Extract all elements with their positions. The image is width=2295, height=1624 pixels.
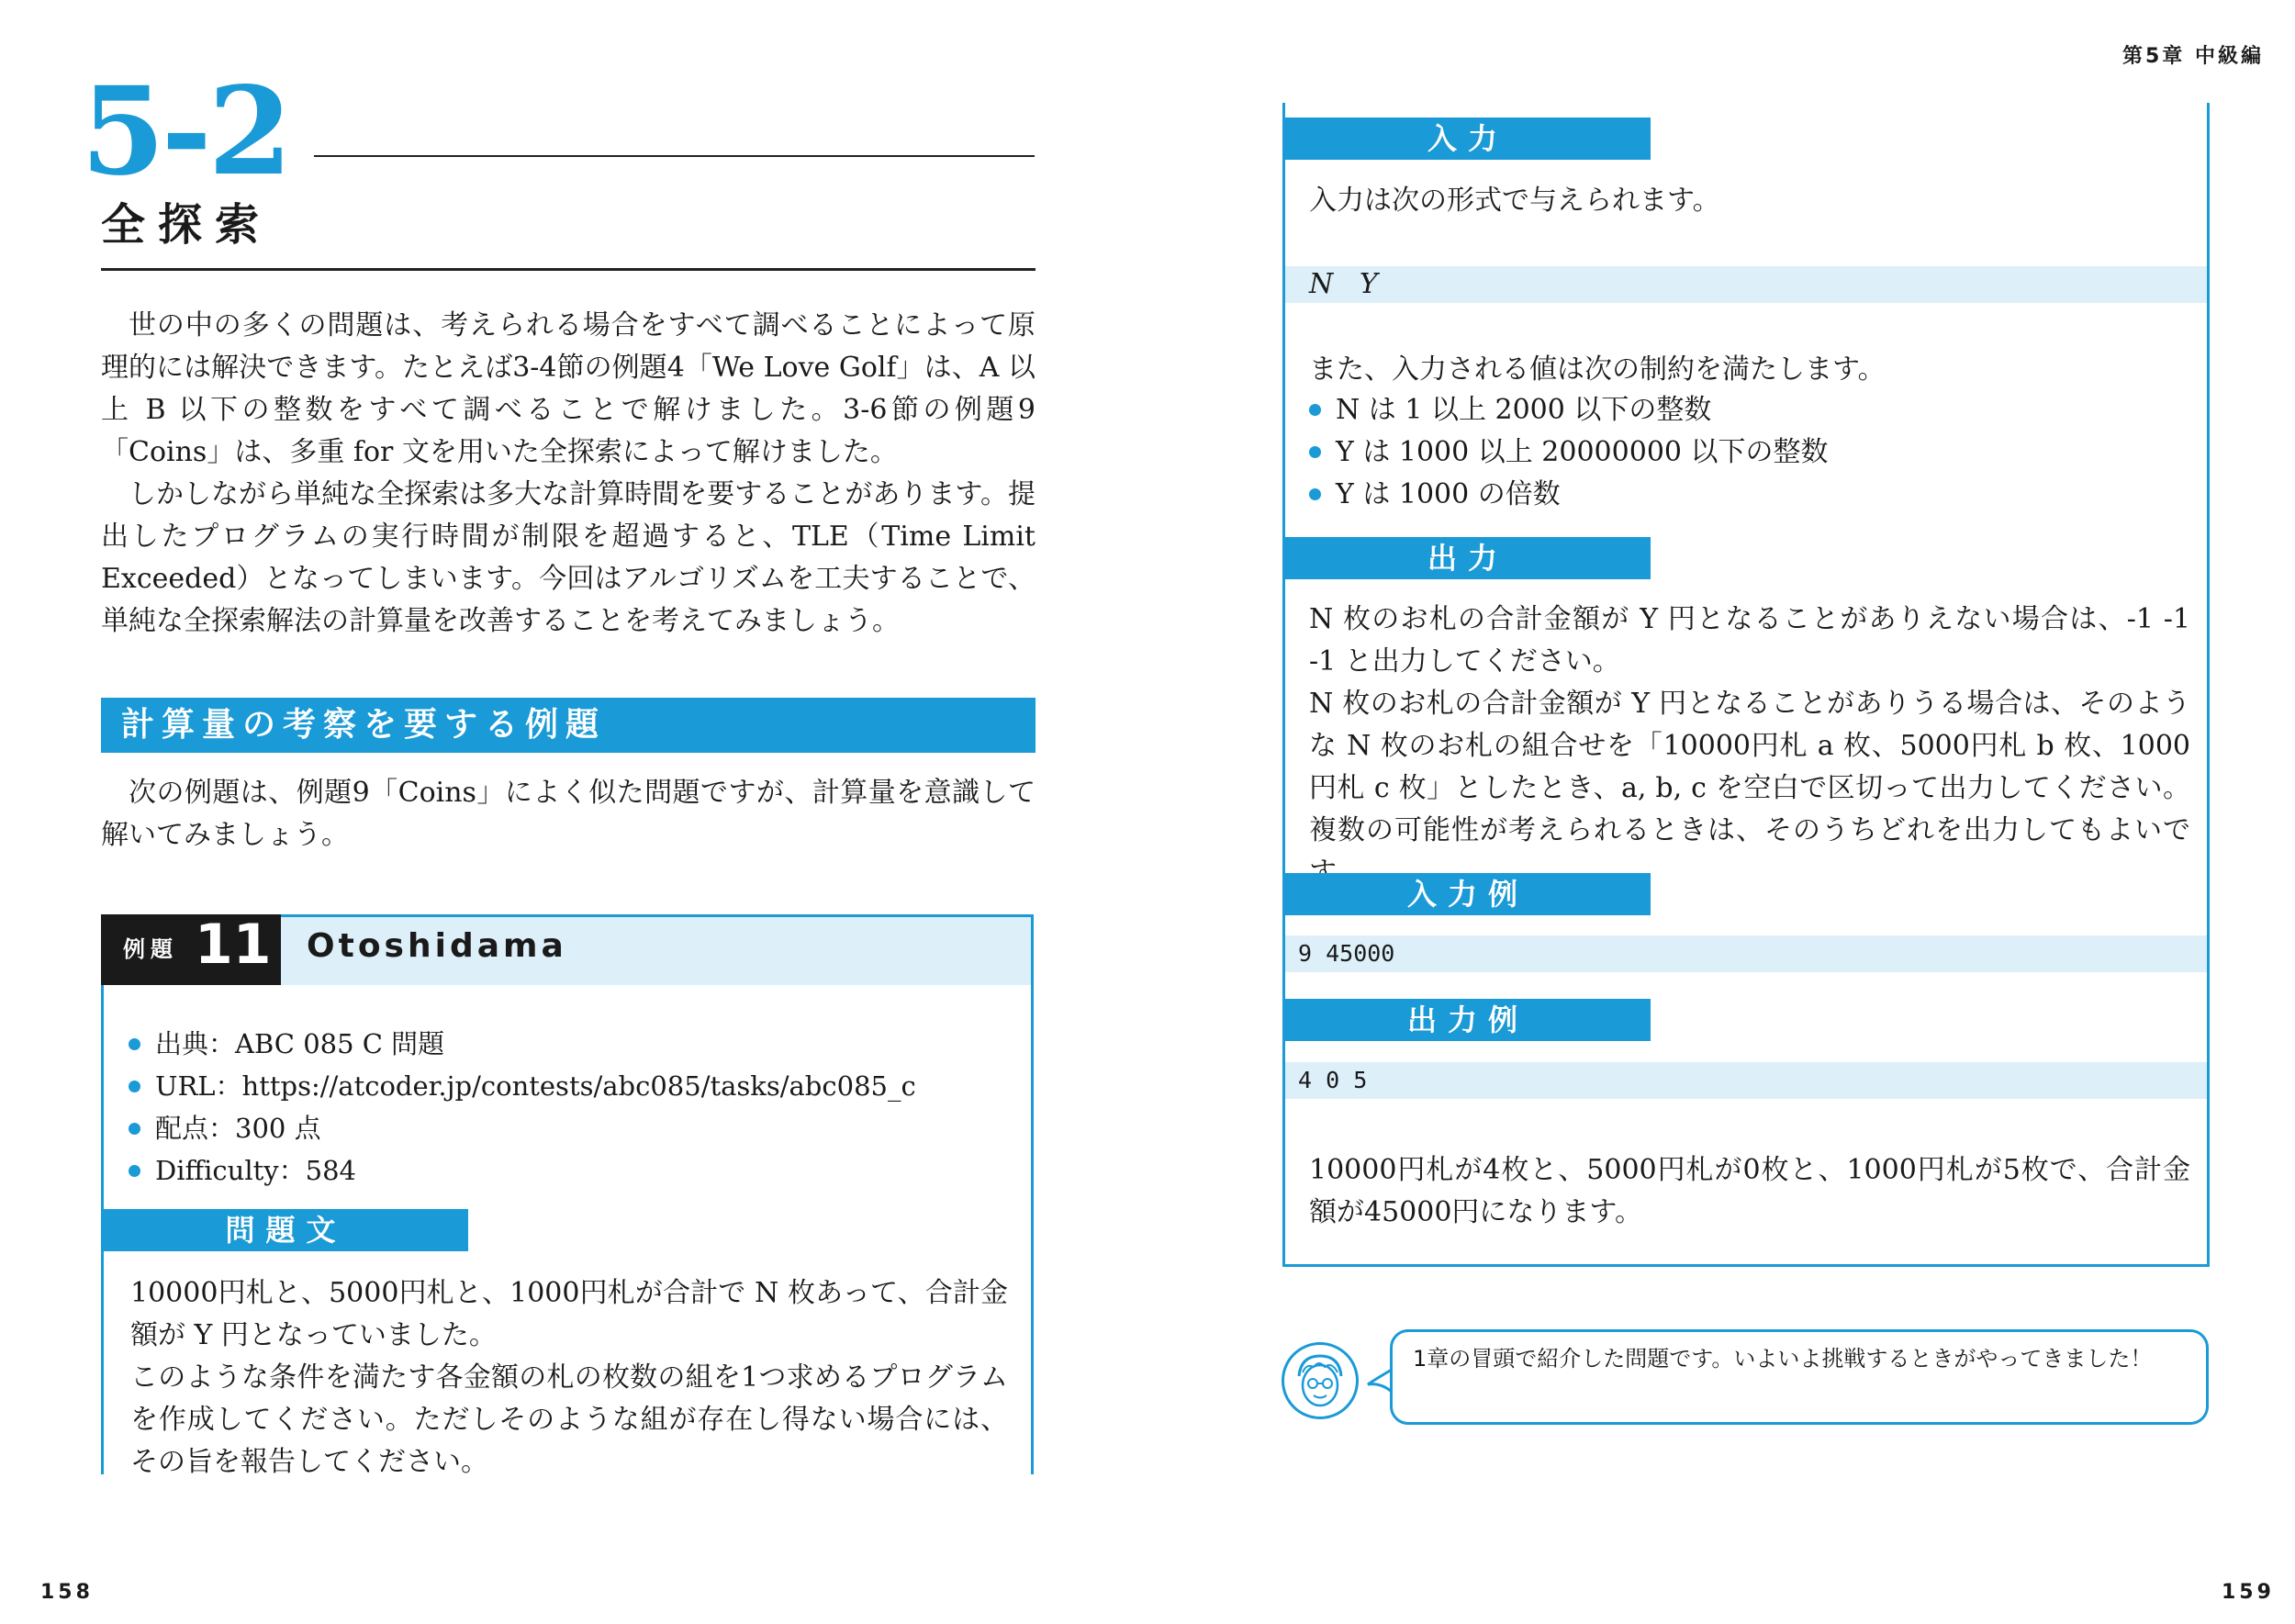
sample-output-block: [1285, 1062, 2207, 1099]
input-format-block: [1285, 266, 2207, 303]
list-item: 出典：ABC 085 C 問題: [129, 1023, 916, 1065]
example-name: Otoshidama: [307, 927, 567, 965]
bullet-icon: [129, 1081, 140, 1092]
bullet-icon: [129, 1165, 140, 1177]
section-divider: [101, 268, 1036, 271]
intro-text: [101, 305, 1036, 643]
problem-url-link[interactable]: URL：https://atcoder.jp/contests/abc085/tasks/abc085_c: [155, 1070, 916, 1102]
author-avatar: [1282, 1342, 1359, 1419]
example-badge: [101, 914, 281, 985]
chapter-label: 第5章 中級編: [2122, 45, 2264, 68]
sample-output-tab: 出力例: [1285, 999, 1651, 1041]
section-rule: [314, 155, 1035, 157]
section-title: 全探索: [101, 199, 273, 251]
statement-paragraph: 10000円札と、5000円札と、1000円札が合計で N 枚あって、合計金額が Y 円となっていました。: [130, 1277, 1008, 1351]
subsection-paragraph: 次の例題は、例題9「Coins」によく似た問題ですが、計算量を意識して解いてみましょう。: [101, 777, 1036, 851]
section-number: 5-2: [81, 61, 289, 203]
bullet-icon: [1309, 404, 1321, 416]
example-meta-list: [129, 1023, 916, 1192]
list-item: Difficulty：584: [129, 1149, 916, 1192]
page-number-right: 159: [2222, 1581, 2275, 1604]
input-format: N Y: [1309, 268, 1378, 300]
input-intro: 入力は次の形式で与えられます。: [1309, 185, 1720, 217]
statement-text: [130, 1272, 1008, 1484]
input-tab: 入力: [1285, 118, 1651, 160]
output-text: [1309, 599, 2190, 894]
example-number: 11: [195, 913, 272, 977]
example-label: 例題: [123, 936, 178, 962]
output-paragraph: N 枚のお札の合計金額が Y 円となることがありうる場合は、そのような N 枚のお札の組合せを「10000円札 a 枚、5000円札 b 枚、1000円札 c 枚」としたとき、a, b, c を空白で区切って出力してください。複数の可能性が考えられるときは、そのうちどれを出力してもよいで: [1309, 688, 2190, 846]
sample-output: 4 0 5: [1298, 1067, 1368, 1093]
bullet-icon: [129, 1038, 140, 1050]
sample-input-tab: 入力例: [1285, 873, 1651, 915]
statement-paragraph: このような条件を満たす各金額の札の枚数の組を1つ求めるプログラムを作成してください。ただしそのような組が存在し得ない場合には、その旨を報告してください。: [130, 1361, 1008, 1478]
page-number-left: 158: [40, 1581, 94, 1604]
output-paragraph: N 枚のお札の合計金額が Y 円となることがありえない場合は、-1 -1 -1 と出力してください。: [1309, 603, 2190, 678]
constraints-list: [1309, 389, 1829, 516]
constraints-intro: また、入力される値は次の制約を満たします。: [1309, 353, 1886, 386]
list-item: N は 1 以上 2000 以下の整数: [1309, 389, 1829, 431]
list-item: Y は 1000 の倍数: [1309, 474, 1829, 516]
comment-bubble: [1390, 1329, 2209, 1425]
comment-text: 1章の冒頭で紹介した問題です。いよいよ挑戦するときがやってきました！: [1413, 1346, 2153, 1372]
bullet-icon: [1309, 446, 1321, 458]
bullet-icon: [129, 1123, 140, 1135]
sample-input-block: [1285, 935, 2207, 972]
list-item: 配点：300 点: [129, 1107, 916, 1149]
subsection-heading: 計算量の考察を要する例題: [101, 698, 1036, 753]
sample-input: 9 45000: [1298, 940, 1395, 967]
list-item: Y は 1000 以上 20000000 以下の整数: [1309, 431, 1829, 474]
sample-explanation: 10000円札が4枚と、5000円札が0枚と、1000円札が5枚で、合計金額が45000円になります。: [1309, 1154, 2190, 1228]
intro-paragraph: 世の中の多くの問題は、考えられる場合をすべて調べることによって原理的には解決できます。たとえば3-4節の例題4「We Love Golf」は、A 以上 B 以下の整数をすべて調べることで解けました。3-6節の例題9「Coins」は、多重 for 文を用いた全探索によって解けました。: [101, 309, 1036, 468]
output-tab: 出力: [1285, 537, 1651, 579]
list-item[interactable]: [129, 1065, 916, 1107]
subsection-text: [101, 772, 1036, 857]
statement-tab: 問題文: [104, 1209, 468, 1251]
intro-paragraph: しかしながら単純な全探索は多大な計算時間を要することがあります。提出したプログラムの実行時間が制限を超過すると、TLE（Time Limit Exceeded）となってしまいます。今回はアルゴリズムを工夫することで、単純な全探索解法の計算量を改善することを考えてみましょう。: [101, 478, 1036, 637]
author-face-icon: [1284, 1345, 1356, 1417]
bullet-icon: [1309, 488, 1321, 500]
